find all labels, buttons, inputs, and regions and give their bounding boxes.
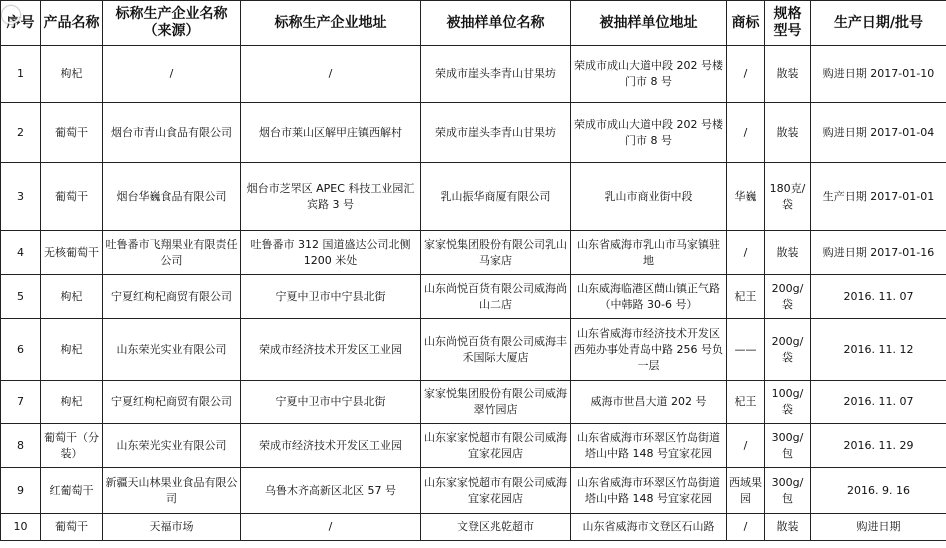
cell-maker-addr: 宁夏中卫市中宁县北街 xyxy=(241,275,421,319)
table-row xyxy=(1,163,946,231)
cell-product: 葡萄干（分装） xyxy=(41,424,103,468)
cell-maker-addr: 吐鲁番市 312 国道盛达公司北侧 1200 米处 xyxy=(241,231,421,275)
cell-date: 购进日期 xyxy=(811,514,946,541)
cell-spec: 100g/袋 xyxy=(765,381,811,424)
cell-sampled-addr: 山东省威海市环翠区竹岛街道塔山中路 148 号宜家花园 xyxy=(571,468,727,514)
col-header-maker-name: 标称生产企业名称（来源） xyxy=(103,1,241,46)
cell-spec: 300g/包 xyxy=(765,468,811,514)
cell-product: 葡萄干 xyxy=(41,163,103,231)
cell-brand: —— xyxy=(727,319,765,381)
cell-maker-name: 新疆天山林果业食品有限公司 xyxy=(103,468,241,514)
cell-maker-addr: 烟台市芝罘区 APEC 科技工业园汇宾路 3 号 xyxy=(241,163,421,231)
col-header-sampled-addr: 被抽样单位地址 xyxy=(571,1,727,46)
col-header-seq: 序号 xyxy=(1,1,41,46)
cell-date: 2016. 11. 29 xyxy=(811,424,946,468)
table-row xyxy=(1,424,946,468)
cell-product: 无核葡萄干 xyxy=(41,231,103,275)
cell-seq: 6 xyxy=(1,319,41,381)
cell-sampled-name: 山东家家悦超市有限公司威海宜家花园店 xyxy=(421,424,571,468)
cell-date: 2016. 11. 07 xyxy=(811,381,946,424)
cell-seq: 5 xyxy=(1,275,41,319)
cell-sampled-addr: 威海市世昌大道 202 号 xyxy=(571,381,727,424)
cell-sampled-addr: 山东省威海市环翠区竹岛街道塔山中路 148 号宜家花园 xyxy=(571,424,727,468)
cell-spec: 200g/袋 xyxy=(765,275,811,319)
cell-date: 2016. 9. 16 xyxy=(811,468,946,514)
cell-sampled-name: 山东家家悦超市有限公司威海宜家花园店 xyxy=(421,468,571,514)
cell-brand: 杞王 xyxy=(727,275,765,319)
cell-sampled-name: 文登区兆乾超市 xyxy=(421,514,571,541)
cell-brand: / xyxy=(727,46,765,103)
cell-date: 2016. 11. 07 xyxy=(811,275,946,319)
cell-maker-name: 宁夏红枸杞商贸有限公司 xyxy=(103,275,241,319)
table-row xyxy=(1,514,946,541)
cell-date: 购进日期 2017-01-04 xyxy=(811,103,946,163)
table-row xyxy=(1,275,946,319)
cell-spec: 散装 xyxy=(765,46,811,103)
cell-product: 枸杞 xyxy=(41,381,103,424)
cell-seq: 8 xyxy=(1,424,41,468)
col-header-spec: 规格型号 xyxy=(765,1,811,46)
cell-maker-addr: / xyxy=(241,514,421,541)
cell-maker-addr: / xyxy=(241,46,421,103)
cell-sampled-addr: 山东省威海市乳山市马家镇驻地 xyxy=(571,231,727,275)
cell-maker-name: 宁夏红枸杞商贸有限公司 xyxy=(103,381,241,424)
cell-brand: 杞王 xyxy=(727,381,765,424)
table-row xyxy=(1,46,946,103)
col-header-date: 生产日期/批号 xyxy=(811,1,946,46)
cell-maker-addr: 荣成市经济技术开发区工业园 xyxy=(241,424,421,468)
cell-product: 枸杞 xyxy=(41,319,103,381)
cell-date: 购进日期 2017-01-10 xyxy=(811,46,946,103)
cell-seq: 7 xyxy=(1,381,41,424)
col-header-sampled-name: 被抽样单位名称 xyxy=(421,1,571,46)
cell-maker-addr: 荣成市经济技术开发区工业园 xyxy=(241,319,421,381)
col-header-brand: 商标 xyxy=(727,1,765,46)
cell-sampled-addr: 山东省威海市经济技术开发区西苑办事处青岛中路 256 号负一层 xyxy=(571,319,727,381)
cell-sampled-addr: 乳山市商业街中段 xyxy=(571,163,727,231)
cell-sampled-name: 山东尚悦百货有限公司威海丰禾国际大厦店 xyxy=(421,319,571,381)
cell-maker-addr: 宁夏中卫市中宁县北街 xyxy=(241,381,421,424)
cell-sampled-addr: 荣成市成山大道中段 202 号楼门市 8 号 xyxy=(571,46,727,103)
cell-seq: 9 xyxy=(1,468,41,514)
cell-spec: 300g/包 xyxy=(765,424,811,468)
cell-product: 葡萄干 xyxy=(41,514,103,541)
table-body xyxy=(1,46,946,541)
table-row xyxy=(1,103,946,163)
cell-brand: 西域果园 xyxy=(727,468,765,514)
cell-sampled-addr: 山东省威海市文登区石山路 xyxy=(571,514,727,541)
cell-maker-name: 吐鲁番市飞翔果业有限责任公司 xyxy=(103,231,241,275)
cell-maker-name: 烟台华巍食品有限公司 xyxy=(103,163,241,231)
cell-seq: 4 xyxy=(1,231,41,275)
cell-sampled-name: 乳山振华商厦有限公司 xyxy=(421,163,571,231)
cell-spec: 散装 xyxy=(765,103,811,163)
cell-brand: / xyxy=(727,103,765,163)
table-row xyxy=(1,381,946,424)
cell-maker-name: 烟台市青山食品有限公司 xyxy=(103,103,241,163)
cell-maker-name: 天福市场 xyxy=(103,514,241,541)
cell-spec: 180克/袋 xyxy=(765,163,811,231)
header-row xyxy=(1,1,946,46)
cell-sampled-addr: 荣成市成山大道中段 202 号楼门市 8 号 xyxy=(571,103,727,163)
cell-seq: 10 xyxy=(1,514,41,541)
cell-spec: 散装 xyxy=(765,514,811,541)
col-header-product: 产品名称 xyxy=(41,1,103,46)
cell-sampled-name: 荣成市崖头李青山甘果坊 xyxy=(421,103,571,163)
cell-product: 枸杞 xyxy=(41,275,103,319)
cell-seq: 3 xyxy=(1,163,41,231)
cell-spec: 200g/袋 xyxy=(765,319,811,381)
cell-spec: 散装 xyxy=(765,231,811,275)
cell-date: 购进日期 2017-01-16 xyxy=(811,231,946,275)
cell-product: 枸杞 xyxy=(41,46,103,103)
col-header-maker-addr: 标称生产企业地址 xyxy=(241,1,421,46)
cell-seq: 2 xyxy=(1,103,41,163)
cell-maker-name: 山东荣光实业有限公司 xyxy=(103,319,241,381)
cell-sampled-addr: 山东威海临港区蔄山镇正气路（中韩路 30-6 号） xyxy=(571,275,727,319)
cell-brand: / xyxy=(727,231,765,275)
table-row xyxy=(1,319,946,381)
table-row xyxy=(1,468,946,514)
cell-date: 2016. 11. 12 xyxy=(811,319,946,381)
cell-product: 葡萄干 xyxy=(41,103,103,163)
cell-maker-addr: 烟台市莱山区解甲庄镇西解村 xyxy=(241,103,421,163)
cell-maker-name: 山东荣光实业有限公司 xyxy=(103,424,241,468)
cell-date: 生产日期 2017-01-01 xyxy=(811,163,946,231)
cell-seq: 1 xyxy=(1,46,41,103)
cell-sampled-name: 山东尚悦百货有限公司威海尚山二店 xyxy=(421,275,571,319)
cell-brand: / xyxy=(727,514,765,541)
cell-sampled-name: 家家悦集团股份有限公司乳山马家店 xyxy=(421,231,571,275)
cell-brand: 华巍 xyxy=(727,163,765,231)
cell-sampled-name: 荣成市崖头李青山甘果坊 xyxy=(421,46,571,103)
cell-maker-name: / xyxy=(103,46,241,103)
cell-product: 红葡萄干 xyxy=(41,468,103,514)
table-row xyxy=(1,231,946,275)
cell-sampled-name: 家家悦集团股份有限公司威海翠竹园店 xyxy=(421,381,571,424)
cell-brand: / xyxy=(727,424,765,468)
cell-maker-addr: 乌鲁木齐高新区北区 57 号 xyxy=(241,468,421,514)
